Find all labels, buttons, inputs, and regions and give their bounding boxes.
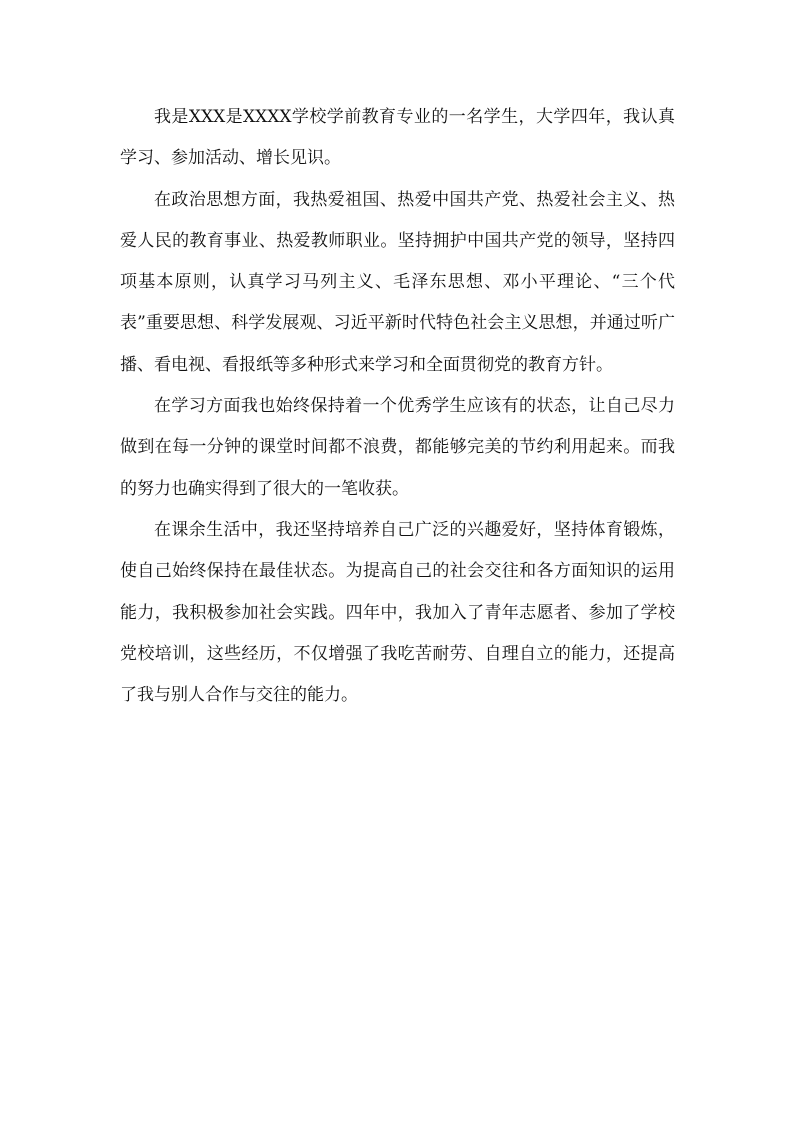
document-body (120, 97, 675, 716)
paragraph-extracurricular: 在课余生活中，我还坚持培养自己广泛的兴趣爱好，坚持体育锻炼，使自己始终保持在最佳状态。为提高自己的社会交往和各方面知识的运用能力，我积极参加社会实践。四年中，我加入了青年志愿者、参加了学校党校培训，这些经历，不仅增强了我吃苦耐劳、自理自立的能力，还提高了我与别人合作与交往的能力。 (120, 519, 675, 706)
paragraph-political-thought: 在政治思想方面，我热爱祖国、热爱中国共产党、热爱社会主义、热爱人民的教育事业、热爱教师职业。坚持拥护中国共产党的领导，坚持四项基本原则，认真学习马列主义、毛泽东思想、邓小平理论、“三个代表”重要思想、科学发展观、习近平新时代特色社会主义思想，并通过听广播、看电视、看报纸等多种形式来学习和全面贯彻党的教育方针。 (120, 189, 675, 375)
paragraph-intro: 我是XXX是XXXX学校学前教育专业的一名学生，大学四年，我认真学习、参加活动、增长见识。 (120, 107, 675, 169)
paragraph-study: 在学习方面我也始终保持着一个优秀学生应该有的状态，让自己尽力做到在每一分钟的课堂时间都不浪费，都能够完美的节约利用起来。而我的努力也确实得到了很大的一笔收获。 (120, 396, 675, 499)
